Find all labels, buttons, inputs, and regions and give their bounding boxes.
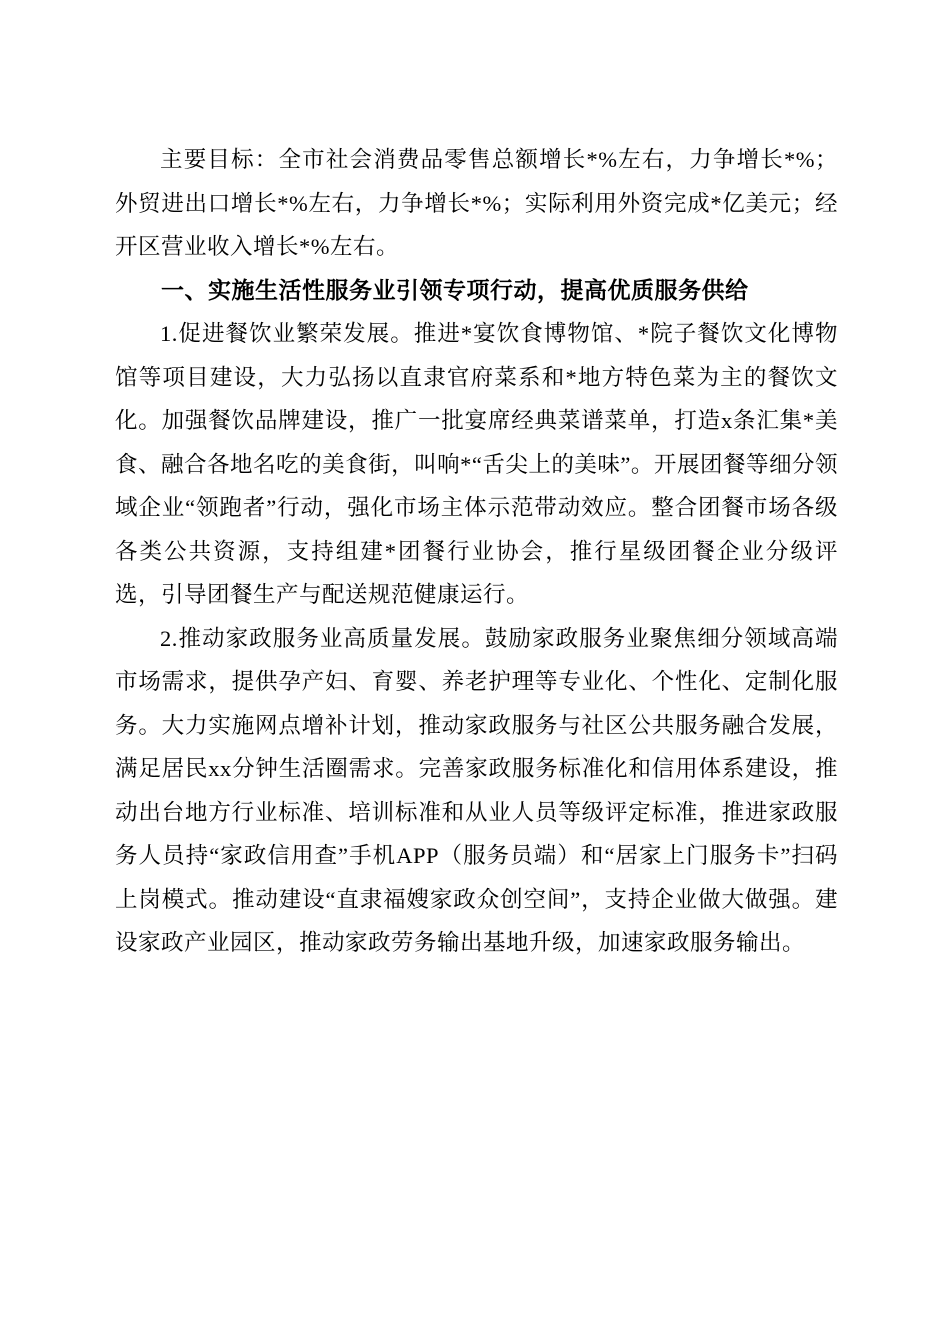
paragraph-main-goals: 主要目标：全市社会消费品零售总额增长*%左右，力争增长*%；外贸进出口增长*%左右，力争增长*%；实际利用外资完成*亿美元；经开区营业收入增长*%左右。 bbox=[115, 147, 838, 259]
document-body bbox=[115, 138, 838, 965]
section-heading: 一、实施生活性服务业引领专项行动，提高优质服务供给 bbox=[161, 276, 749, 303]
paragraph-catering: 1.促进餐饮业繁荣发展。推进*宴饮食博物馆、*院子餐饮文化博物馆等项目建设，大力弘扬以直隶官府菜系和*地方特色菜为主的餐饮文化。加强餐饮品牌建设，推广一批宴席经典菜谱菜单，打造x条汇集*美食、融合各地名吃的美食街，叫响*“舌尖上的美味”。开展团餐等细分领域企业“领跑者”行动，强化市场主体示范带动效应。整合团餐市场各级各类公共资源，支持组建*团餐行业协会，推行星级团餐企业分级评选，引导团餐生产与配送规范健康运行。 bbox=[115, 321, 838, 607]
paragraph-housekeeping: 2.推动家政服务业高质量发展。鼓励家政服务业聚焦细分领域高端市场需求，提供孕产妇、育婴、养老护理等专业化、个性化、定制化服务。大力实施网点增补计划，推动家政服务与社区公共服务融合发展，满足居民xx分钟生活圈需求。完善家政服务标准化和信用体系建设，推动出台地方行业标准、培训标准和从业人员等级评定标准，推进家政服务人员持“家政信用查”手机APP（服务员端）和“居家上门服务卡”扫码上岗模式。推动建设“直隶福嫂家政众创空间”，支持企业做大做强。建设家政产业园区，推动家政劳务输出基地升级，加速家政服务输出。 bbox=[115, 625, 838, 955]
